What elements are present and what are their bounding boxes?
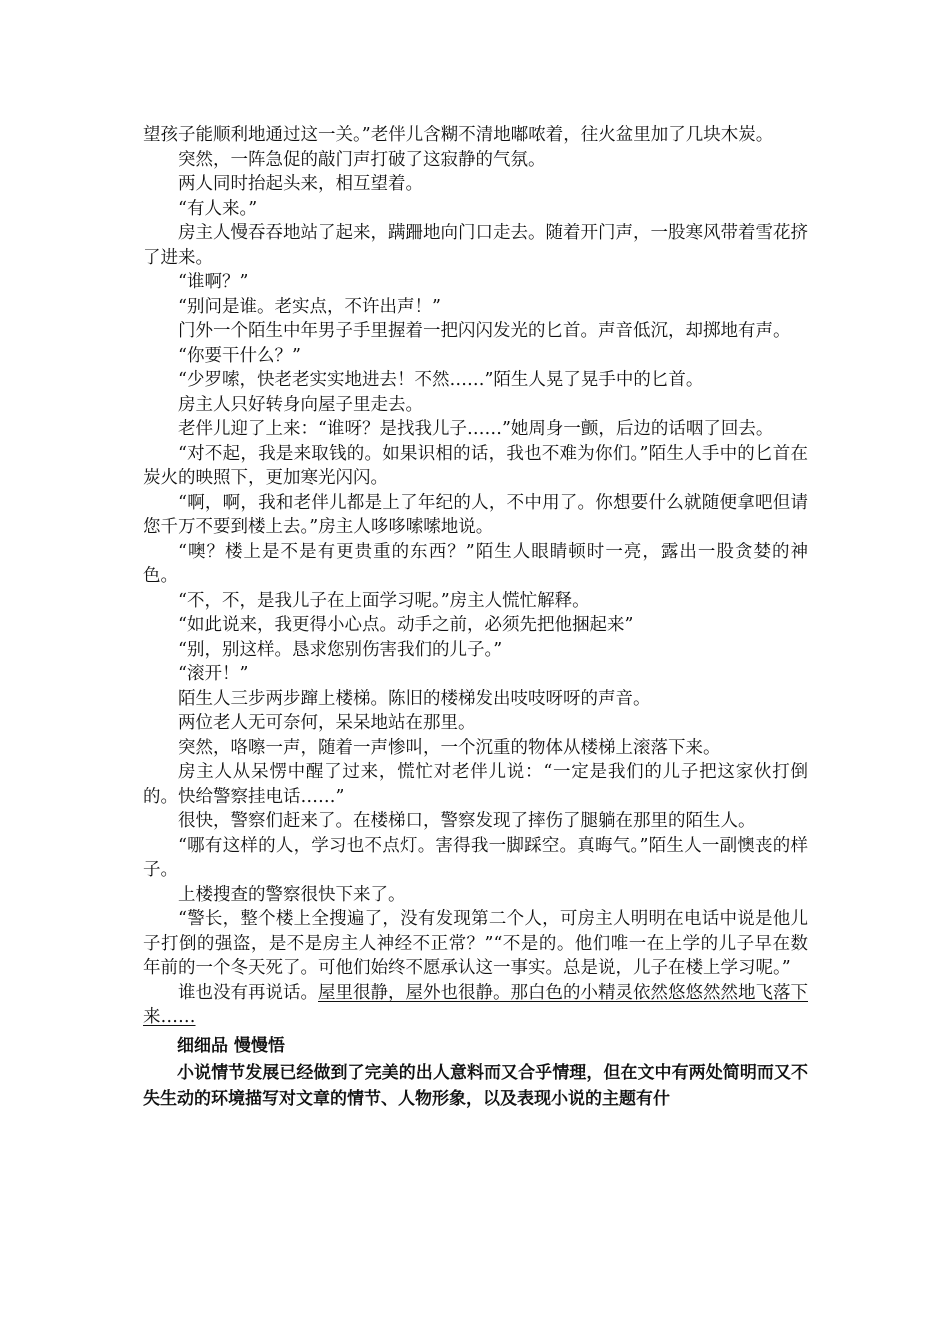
paragraph: “你要干什么？” bbox=[178, 345, 301, 366]
paragraph: 两人同时抬起头来，相互望着。 bbox=[178, 174, 423, 194]
paragraph: 老伴儿迎了上来：“谁呀？是找我儿子……”她周身一颤，后边的话咽了回去。 bbox=[178, 419, 774, 439]
paragraph: “不，不，是我儿子在上面学习呢。”房主人慌忙解释。 bbox=[178, 590, 590, 611]
paragraph: 望孩子能顺利地通过这一关。”老伴儿含糊不清地嘟哝着，往火盆里加了几块木炭。 bbox=[143, 125, 774, 145]
paragraph: “哪有这样的人，学习也不点灯。害得我一脚踩空。真晦气。”陌生人一副懊丧的样子。 bbox=[143, 835, 808, 880]
paragraph: “噢？楼上是不是有更贵重的东西？”陌生人眼睛顿时一亮，露出一股贪婪的神色。 bbox=[143, 541, 808, 586]
question-text: 小说情节发展已经做到了完美的出人意料而又合乎情理，但在文中有两处简明而又不失生动的环境描写对文章的情节、人物形象，以及表现小说的主题有什 bbox=[143, 1062, 808, 1109]
paragraph: 两位老人无可奈何，呆呆地站在那里。 bbox=[178, 713, 476, 733]
paragraph: “滚开！” bbox=[178, 664, 249, 684]
paragraph: “少罗嗦，快老老实实地进去！不然……”陌生人晃了晃手中的匕首。 bbox=[178, 370, 704, 390]
paragraph: 门外一个陌生中年男子手里握着一把闪闪发光的匕首。声音低沉，却掷地有声。 bbox=[178, 321, 791, 341]
document-page bbox=[143, 123, 808, 1112]
paragraph: 房主人慢吞吞地站了起来，蹒跚地向门口走去。随着开门声，一股寒风带着雪花挤了进来。 bbox=[143, 223, 808, 268]
paragraph: 陌生人三步两步蹿上楼梯。陈旧的楼梯发出吱吱呀呀的声音。 bbox=[178, 688, 651, 709]
paragraph: “别，别这样。恳求您别伤害我们的儿子。” bbox=[178, 639, 503, 660]
paragraph: 突然，咯嚓一声，随着一声惨叫，一个沉重的物体从楼梯上滚落下来。 bbox=[178, 737, 721, 758]
paragraph: 突然，一阵急促的敲门声打破了这寂静的气氛。 bbox=[178, 149, 546, 170]
final-paragraph bbox=[143, 981, 808, 1030]
paragraph: 房主人只好转身向屋子里走去。 bbox=[178, 394, 423, 415]
paragraph: “别问是谁。老实点，不许出声！” bbox=[178, 296, 441, 317]
paragraph: 很快，警察们赶来了。在楼梯口，警察发现了摔伤了腿躺在那里的陌生人。 bbox=[178, 811, 756, 831]
section-heading: 细细品 慢慢悟 bbox=[177, 1035, 285, 1056]
paragraph: “如此说来，我更得小心点。动手之前，必须先把他捆起来” bbox=[178, 615, 634, 635]
paragraph: “对不起，我是来取钱的。如果识相的话，我也不难为你们。”陌生人手中的匕首在炭火的映照下，更加寒光闪闪。 bbox=[143, 443, 808, 488]
paragraph: “警长，整个楼上全搜遍了，没有发现第二个人，可房主人明明在电话中说是他儿子打倒的强盗，是不是房主人神经不正常？”“不是的。他们唯一在上学的儿子早在数年前的一个冬天死了。可他们始终不愿承认这一事实。总是说，儿子在楼上学习呢。” bbox=[143, 909, 808, 978]
paragraph: 上楼搜查的警察很快下来了。 bbox=[178, 884, 406, 905]
underlined-sentence: 屋里很静，屋外也很静。那白色的小精灵依然悠悠然然地飞落下来…… bbox=[143, 982, 808, 1027]
final-paragraph-text: 谁也没有再说话。 bbox=[178, 982, 318, 1003]
paragraph: “有人来。” bbox=[178, 198, 258, 219]
paragraph: 房主人从呆愣中醒了过来，慌忙对老伴儿说：“一定是我们的儿子把这家伙打倒的。快给警察挂电话……” bbox=[143, 762, 808, 807]
paragraph: “谁啊？” bbox=[178, 272, 249, 292]
paragraph: “啊，啊，我和老伴儿都是上了年纪的人，不中用了。你想要什么就随便拿吧但请您千万不要到楼上去。”房主人哆哆嗦嗦地说。 bbox=[143, 492, 808, 537]
